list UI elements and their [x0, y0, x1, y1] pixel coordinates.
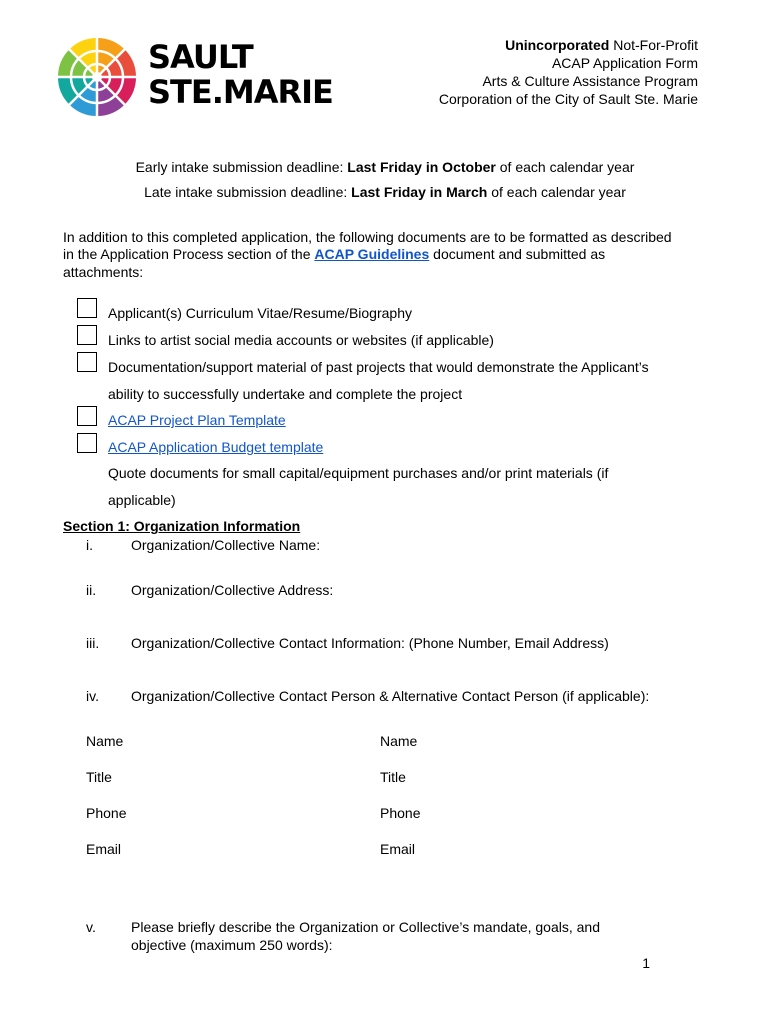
item-ii-number: ii. — [86, 582, 97, 598]
project-plan-template-link[interactable]: ACAP Project Plan Template — [108, 412, 286, 428]
logo-line-2: STE.MARIE — [148, 73, 333, 111]
intro-line-2 — [63, 246, 605, 263]
header-line-4: Corporation of the City of Sault Ste. Marie — [438, 91, 698, 107]
intro-line-2-prefix: in the Application Process section of the — [63, 246, 315, 262]
contact-title-label: Title — [86, 769, 112, 785]
checklist-item-social-links: Links to artist social media accounts or websites (if applicable) — [108, 332, 494, 348]
header-unincorporated: Unincorporated — [505, 37, 610, 53]
alt-contact-title-label: Title — [380, 769, 406, 785]
item-iv-label: Organization/Collective Contact Person & Alternative Contact Person (if applicable): — [131, 688, 650, 704]
late-deadline — [0, 184, 770, 201]
item-v-label-2: objective (maximum 250 words): — [131, 937, 333, 953]
section-1-heading: Section 1: Organization Information — [63, 518, 301, 534]
late-deadline-prefix: Late intake submission deadline: — [144, 184, 352, 200]
checkbox-cv[interactable] — [77, 298, 97, 318]
checkbox-documentation[interactable] — [77, 352, 97, 372]
alt-contact-name-label: Name — [380, 733, 418, 749]
logo-wordmark — [148, 40, 333, 110]
intro-line-1: In addition to this completed application, the following documents are to be formatted as described — [63, 229, 672, 245]
item-ii-label: Organization/Collective Address: — [131, 582, 334, 598]
item-iv-number: iv. — [86, 688, 99, 704]
acap-guidelines-link[interactable]: ACAP Guidelines — [314, 246, 430, 262]
sault-ste-marie-rosette-icon — [56, 36, 138, 118]
intro-line-3: attachments: — [63, 264, 144, 280]
contact-phone-label: Phone — [86, 805, 127, 821]
budget-template-link[interactable]: ACAP Application Budget template — [108, 439, 324, 455]
checkbox-social-links[interactable] — [77, 325, 97, 345]
early-deadline-prefix: Early intake submission deadline: — [135, 159, 348, 175]
header-not-for-profit: Not-For-Profit — [609, 37, 698, 53]
contact-email-label: Email — [86, 841, 122, 857]
intro-line-2-suffix: document and submitted as — [429, 246, 606, 262]
late-deadline-date: Last Friday in March — [351, 184, 488, 200]
item-v-label-1: Please briefly describe the Organization or Collective’s mandate, goals, and — [131, 919, 600, 935]
checkbox-budget[interactable] — [77, 433, 97, 453]
early-deadline-date: Last Friday in October — [347, 159, 496, 175]
alt-contact-phone-label: Phone — [380, 805, 421, 821]
item-iii-label: Organization/Collective Contact Information: (Phone Number, Email Address) — [131, 635, 609, 651]
alt-contact-email-label: Email — [380, 841, 416, 857]
checklist-item-documentation-1: Documentation/support material of past projects that would demonstrate the Applicant’s — [108, 359, 649, 375]
early-deadline-suffix: of each calendar year — [495, 159, 635, 175]
logo-line-1: SAULT — [148, 38, 253, 76]
page-number: 1 — [642, 955, 650, 971]
item-iii-number: iii. — [86, 635, 100, 651]
early-deadline — [0, 159, 770, 176]
checklist-item-quotes-1: Quote documents for small capital/equipment purchases and/or print materials (if — [108, 465, 609, 481]
item-i-label: Organization/Collective Name: — [131, 537, 321, 553]
header-line-1 — [505, 36, 698, 54]
checklist-item-cv: Applicant(s) Curriculum Vitae/Resume/Biography — [108, 305, 412, 321]
checklist-item-quotes-2: applicable) — [108, 492, 176, 508]
item-i-number: i. — [86, 537, 93, 553]
checkbox-project-plan[interactable] — [77, 406, 97, 426]
checklist-item-documentation-2: ability to successfully undertake and complete the project — [108, 386, 463, 402]
contact-name-label: Name — [86, 733, 124, 749]
item-v-number: v. — [86, 919, 96, 935]
header-line-3: Arts & Culture Assistance Program — [482, 73, 698, 89]
header-line-2: ACAP Application Form — [551, 55, 698, 71]
late-deadline-suffix: of each calendar year — [487, 184, 626, 200]
